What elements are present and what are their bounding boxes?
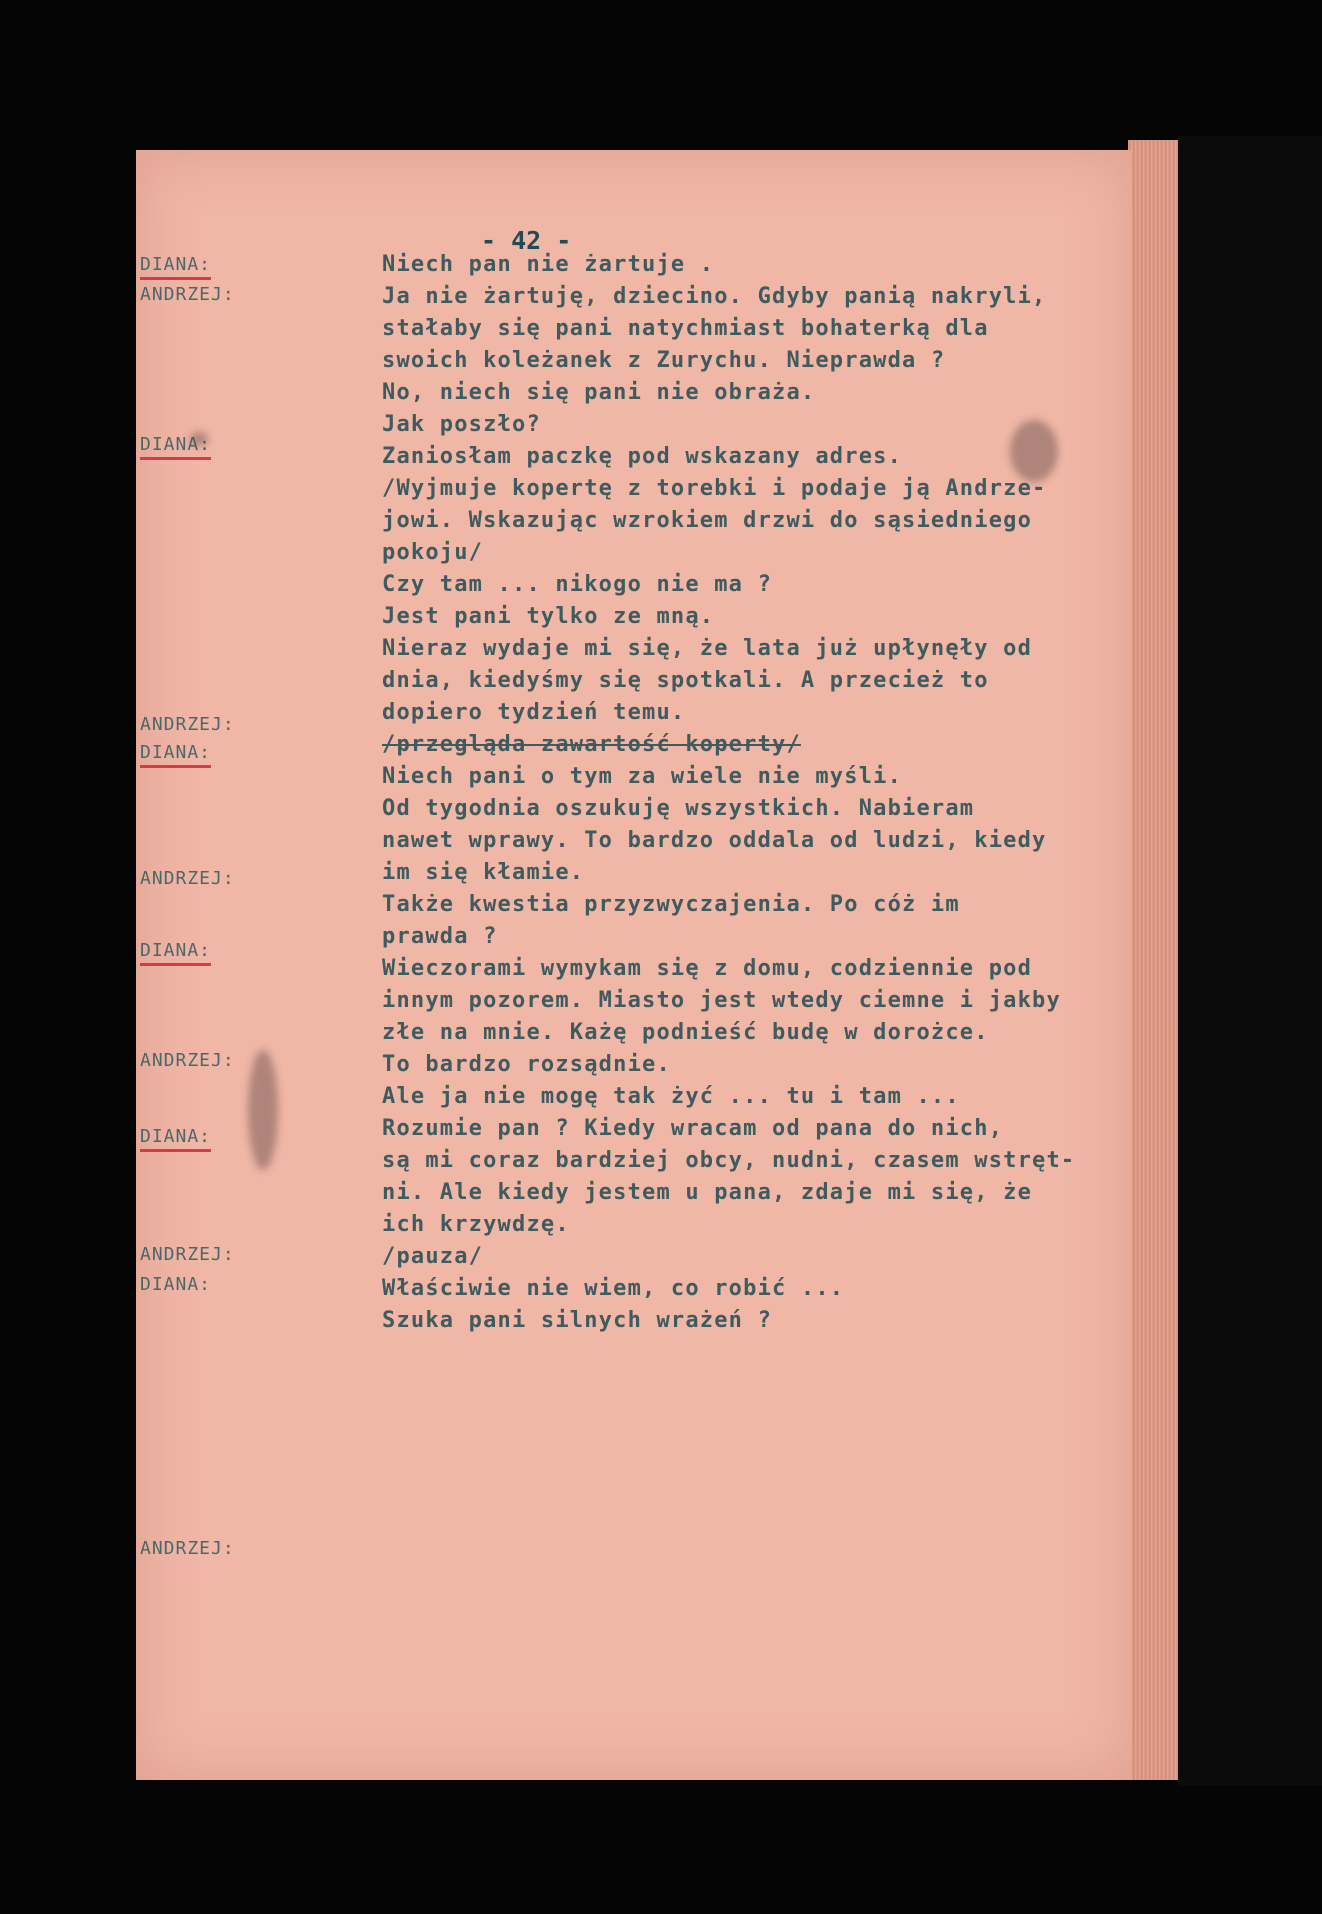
stage-direction: /Wyjmuje kopertę z torebki i podaje ją Andrze- (382, 476, 1047, 501)
dialogue-line: Jest pani tylko ze mną. (382, 604, 715, 629)
speaker-label: DIANA: (140, 434, 211, 460)
ink-smudge (190, 432, 208, 446)
speaker-label: DIANA: (140, 940, 211, 966)
speaker-label: ANDRZEJ: (140, 1244, 235, 1265)
dialogue-line: prawda ? (382, 924, 498, 949)
dialogue-line: innym pozorem. Miasto jest wtedy ciemne i jakby (382, 988, 1061, 1013)
dialogue-line: Ale ja nie mogę tak żyć ... tu i tam ... (382, 1084, 960, 1109)
dialogue-line: złe na mnie. Każę podnieść budę w dorożce. (382, 1020, 989, 1045)
dialogue-line: są mi coraz bardziej obcy, nudni, czasem wstręt- (382, 1148, 1076, 1173)
dialogue-line: Ja nie żartuję, dziecino. Gdyby panią nakryli, (382, 284, 1047, 309)
dialogue-line: ni. Ale kiedy jestem u pana, zdaje mi się, że (382, 1180, 1033, 1205)
speaker-label: ANDRZEJ: (140, 1050, 235, 1071)
dialogue-line: No, niech się pani nie obraża. (382, 380, 816, 405)
struck-stage-direction: /przegląda zawartość koperty/ (382, 732, 801, 757)
dialogue-line: Rozumie pan ? Kiedy wracam od pana do nich, (382, 1116, 1004, 1141)
binding-shadow (1178, 136, 1322, 1786)
dialogue-line: Także kwestia przyzwyczajenia. Po cóż im (382, 892, 960, 917)
page-stack-edge (1128, 140, 1178, 1780)
dialogue-line: Nieraz wydaje mi się, że lata już upłynęły od (382, 636, 1033, 661)
stage-direction: /pauza/ (382, 1244, 484, 1269)
dialogue-line: Zaniosłam paczkę pod wskazany adres. (382, 444, 903, 469)
dialogue-line: Od tygodnia oszukuję wszystkich. Nabieram (382, 796, 975, 821)
dialogue-line: dopiero tydzień temu. (382, 700, 686, 725)
speaker-label: DIANA: (140, 742, 211, 768)
speaker-label: DIANA: (140, 1126, 211, 1152)
speaker-label: DIANA: (140, 254, 211, 280)
dialogue-line: Jak poszło? (382, 412, 541, 437)
speaker-label: ANDRZEJ: (140, 714, 235, 735)
dialogue-line: ich krzywdzę. (382, 1212, 570, 1237)
stage-direction: pokoju/ (382, 540, 484, 565)
speaker-label: DIANA: (140, 1274, 212, 1295)
dialogue-line: swoich koleżanek z Zurychu. Nieprawda ? (382, 348, 946, 373)
dialogue-line: Szuka pani silnych wrażeń ? (382, 1308, 773, 1333)
dialogue-line: Niech pani o tym za wiele nie myśli. (382, 764, 903, 789)
speaker-label: ANDRZEJ: (140, 868, 235, 889)
speaker-label: ANDRZEJ: (140, 1538, 235, 1559)
dialogue-line: dnia, kiedyśmy się spotkali. A przecież to (382, 668, 989, 693)
ink-smudge (1010, 420, 1058, 482)
dialogue-line: Niech pan nie żartuje . (382, 252, 715, 277)
stage-direction: jowi. Wskazując wzrokiem drzwi do sąsiedniego (382, 508, 1033, 533)
ink-smudge (248, 1050, 278, 1170)
dialogue-line: Właściwie nie wiem, co robić ... (382, 1276, 845, 1301)
dialogue-line: im się kłamie. (382, 860, 585, 885)
dialogue-line: Czy tam ... nikogo nie ma ? (382, 572, 773, 597)
dialogue-line: stałaby się pani natychmiast bohaterką dla (382, 316, 989, 341)
dialogue-line: Wieczorami wymykam się z domu, codziennie pod (382, 956, 1033, 981)
dialogue-line: nawet wprawy. To bardzo oddala od ludzi, kiedy (382, 828, 1047, 853)
page-number: - 42 - (481, 226, 572, 255)
script-page (136, 150, 1132, 1780)
dialogue-line: To bardzo rozsądnie. (382, 1052, 671, 1077)
speaker-label: ANDRZEJ: (140, 284, 235, 305)
